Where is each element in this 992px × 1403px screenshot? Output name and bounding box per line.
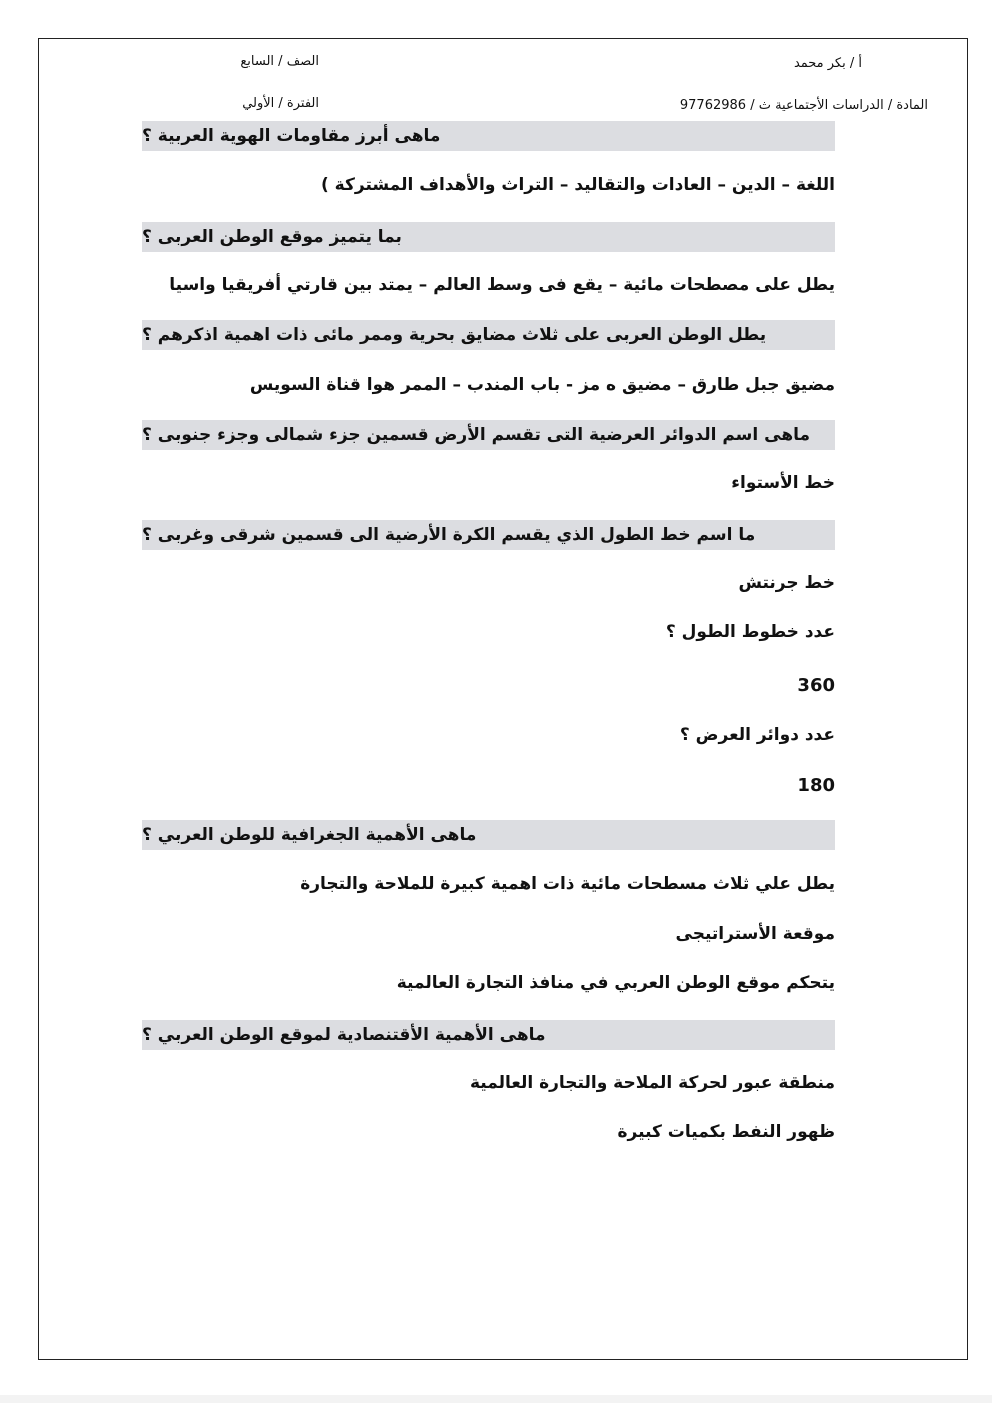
answer-6: 360 bbox=[797, 674, 835, 696]
answer-9-item-1: منطقة عبور لحركة الملاحة والتجارة العالمية bbox=[469, 1073, 835, 1093]
answer-4: خط الأستواء bbox=[731, 473, 835, 493]
question-4: ماهى اسم الدوائر العرضية التى تقسم الأرض قسمين جزء شمالى وجزء جنوبى ؟ bbox=[142, 420, 835, 450]
question-5: ما اسم خط الطول الذي يقسم الكرة الأرضية الى قسمين شرقى وغربى ؟ bbox=[142, 520, 835, 550]
page-bottom-edge bbox=[0, 1395, 992, 1403]
question-7: عدد دوائر العرض ؟ bbox=[679, 725, 835, 745]
answer-8-item-2: موقعة الأستراتيجى bbox=[675, 924, 835, 944]
question-3: يطل الوطن العربى على ثلاث مضايق بحرية وممر مائى ذات اهمية اذكرهم ؟ bbox=[142, 320, 835, 350]
question-9: ماهى الأهمية الأقتنصادية لموقع الوطن العربي ؟ bbox=[142, 1020, 835, 1050]
answer-8-item-3: يتحكم موقع الوطن العربي في منافذ التجارة العالمية bbox=[396, 973, 835, 993]
term-label: الفترة / الأولي bbox=[242, 96, 319, 111]
subject-phone: المادة / الدراسات الأجتماعية ث / 97762986 bbox=[679, 98, 928, 113]
question-1: ماهى أبرز مقاومات الهوية العربية ؟ bbox=[142, 121, 835, 151]
question-2: بما يتميز موقع الوطن العربى ؟ bbox=[142, 222, 835, 252]
teacher-name: أ / بكر محمد bbox=[793, 56, 862, 71]
answer-3: مضيق جبل طارق – مضيق ه مز - باب المندب – الممر هوا قناة السويس bbox=[249, 375, 835, 395]
answer-7: 180 bbox=[797, 774, 835, 796]
answer-1: اللغة – الدين – العادات والتقاليد – التراث والأهداف المشتركة ) bbox=[320, 175, 835, 195]
question-6: عدد خطوط الطول ؟ bbox=[665, 622, 835, 642]
question-8: ماهى الأهمية الجغرافية للوطن العربي ؟ bbox=[142, 820, 835, 850]
answer-8-item-1: يطل علي ثلاث مسطحات مائية ذات اهمية كبيرة للملاحة والتجارة bbox=[300, 874, 835, 894]
answer-2: يطل على مصطحات مائية – يقع فى وسط العالم – يمتد بين قارتي أفريقيا واسيا bbox=[169, 275, 835, 295]
answer-5: خط جرنتش bbox=[738, 573, 835, 593]
grade-label: الصف / السابع bbox=[240, 54, 319, 69]
answer-9-item-2: ظهور النفط بكميات كبيرة bbox=[617, 1122, 835, 1142]
